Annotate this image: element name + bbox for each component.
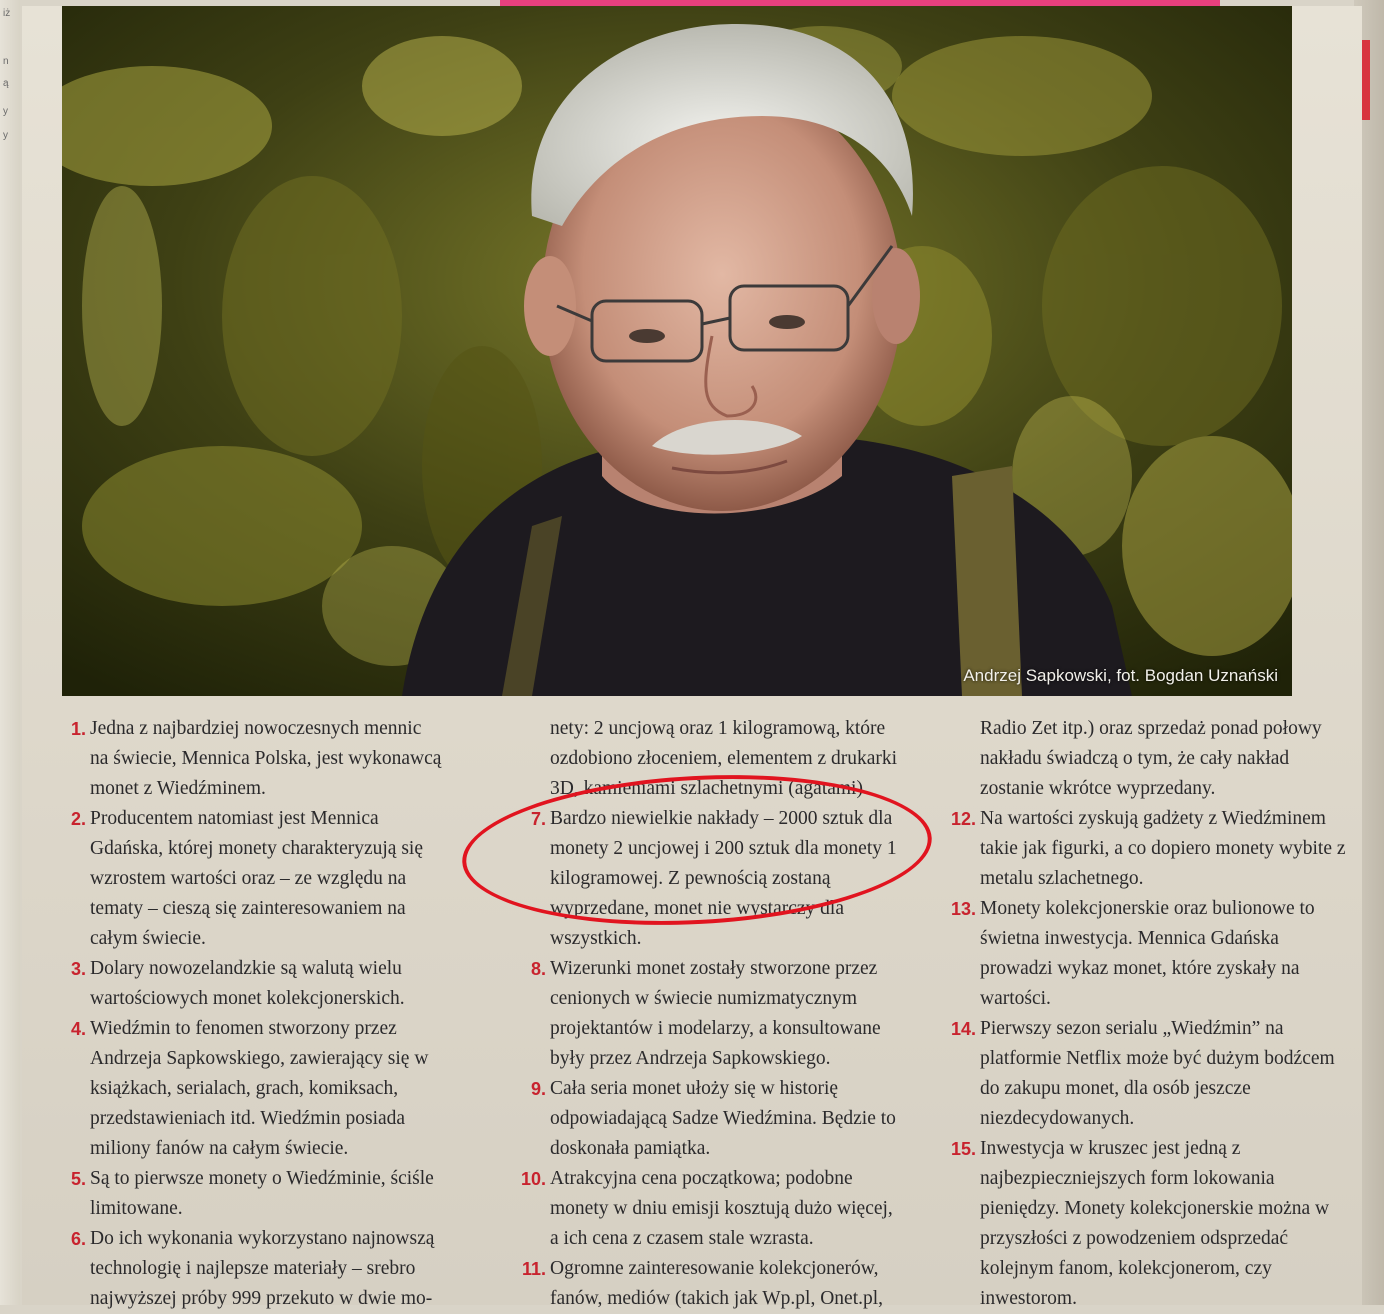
item-number: 15. [950,1139,976,1159]
list-item [42,714,442,804]
item-text: Na wartości zyskują gadżety z Wiedźminem takie jak figurki, a co dopiero monety wybite z metalu szlachetnego. [980,808,1346,889]
list-item [932,1134,1352,1314]
left-page-fragment: ą [3,78,9,89]
portrait-photo [62,6,1292,696]
item-number: 12. [950,809,976,829]
photo-caption: Andrzej Sapkowski, fot. Bogdan Uznański [963,666,1278,685]
list-item [502,804,902,954]
item-number: 11. [521,1259,546,1279]
left-page-fragment: y [3,130,8,141]
item-text: Monety kolekcjonerskie oraz bulionowe to świetna inwestycja. Mennica Gdańska prowadzi wykaz monet, które zyskały na wartości. [980,898,1315,1009]
item-text: Wizerunki monet zostały stworzone przez cenionych w świecie numizmatycznym projektantów i modelarzy, a konsultowane były przez Andrzeja Sapkowskiego. [550,958,881,1069]
column-2 [502,714,902,1314]
item-number: 2. [70,809,86,829]
item-text: Jedna z najbardziej nowoczesnych mennic na świecie, Mennica Polska, jest wykonawcą monet z Wiedźminem. [90,718,442,799]
column-3 [932,714,1352,1314]
list-item [932,1014,1352,1134]
item-text: Pierwszy sezon serialu „Wiedźmin” na platformie Netflix może być dużym bodźcem do zakupu monet, dla osób jeszcze niezdecydowanych. [980,1018,1335,1129]
left-page-fragment: y [3,106,8,117]
item-text: Bardzo niewielkie nakłady – 2000 sztuk dla monety 2 uncjowej i 200 sztuk dla monety 1 kilogramowej. Z pewnością zostaną wyprzedane, monet nie wystarczy dla wszystkich. [550,808,897,949]
item-text: Ogromne zainteresowanie kolekcjonerów, fanów, mediów (takich jak Wp.pl, Onet.pl, [550,1258,884,1309]
item-number: 3. [70,959,86,979]
list-item [502,1254,902,1314]
item-text: Inwestycja w kruszec jest jedną z najbezpieczniejszych form lokowania pieniędzy. Monety kolekcjonerskie można w przyszłości z powodzeniem odsprzedać kolejnym fanom, kolekcjonerom, czy inwestorom. [980,1138,1330,1309]
item-text: Do ich wykonania wykorzystano najnowszą technologię i najlepsze materiały – srebro najwyższej próby 999 przekuto w dwie mo- [90,1228,435,1309]
item-text: Cała seria monet ułoży się w historię odpowiadającą Sadze Wiedźmina. Będzie to doskonała pamiątka. [550,1078,896,1159]
list-item [42,954,442,1014]
list-item [42,1164,442,1224]
item-text: Wiedźmin to fenomen stworzony przez Andrzeja Sapkowskiego, zawierający się w książkach, serialach, grach, komiksach, przedstawieniach itd. Wiedźmin posiada miliony fanów na całym świecie. [90,1018,429,1159]
list-item [502,1074,902,1164]
continued-text: Radio Zet itp.) oraz sprzedaż ponad połowy nakładu świadczą o tym, że cały nakład zostanie wkrótce wyprzedany. [980,718,1322,799]
left-page-fragment: n [3,56,9,67]
item-text: Atrakcyjna cena początkowa; podobne monety w dniu emisji kosztują dużo więcej, a ich cena z czasem stale wzrasta. [550,1168,893,1249]
item-text: Są to pierwsze monety o Wiedźminie, ściśle limitowane. [90,1168,434,1219]
list-item [932,894,1352,1014]
item-text: Dolary nowozelandzkie są walutą wielu wartościowych monet kolekcjonerskich. [90,958,405,1009]
list-item [42,1014,442,1164]
item-text: Producentem natomiast jest Mennica Gdańska, której monety charakteryzują się wzrostem wartości oraz – ze względu na tematy – cieszą się zainteresowaniem na całym świecie. [90,808,423,949]
left-page-edge [0,0,20,1305]
item-number: 9. [530,1079,546,1099]
list-item [502,1164,902,1254]
item-number: 5. [70,1169,86,1189]
item-number: 14. [950,1019,976,1039]
text-columns [32,714,1362,1309]
list-item [42,1224,442,1314]
list-item [502,954,902,1074]
item-number: 10. [520,1169,546,1189]
item-number: 13. [950,899,976,919]
continued-text: nety: 2 uncjową oraz 1 kilogramową, które ozdobiono złoceniem, elementem z drukarki 3D, kamieniami szlachetnymi (agatami). [550,718,898,799]
column-1 [42,714,442,1314]
item-number: 8. [530,959,546,979]
item-number: 1. [70,719,86,739]
item-number: 7. [530,809,546,829]
magazine-page [22,6,1362,1309]
item-number: 6. [70,1229,86,1249]
list-item [42,804,442,954]
item-number: 4. [70,1019,86,1039]
list-item [932,804,1352,894]
portrait-illustration [62,6,1292,696]
left-page-fragment: iż [3,8,11,19]
